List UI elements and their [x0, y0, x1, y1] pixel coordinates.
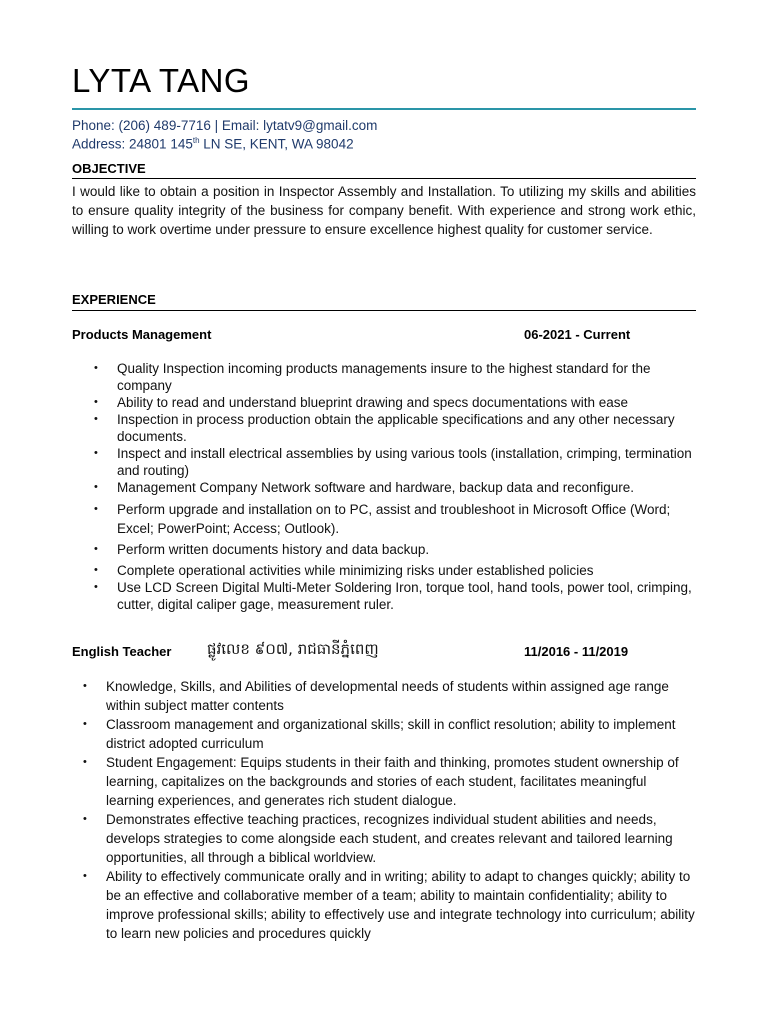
bullet-text: Use LCD Screen Digital Multi-Meter Soldering Iron, torque tool, hand tools, power tool, crimping, cutter, digital caliper gage, measurement ruler.	[117, 580, 692, 612]
list-item	[94, 394, 697, 411]
job-dates: 11/2016 - 11/2019	[524, 644, 629, 659]
bullet-text: Perform written documents history and data backup.	[117, 542, 430, 557]
experience-divider	[72, 310, 696, 311]
job-dates: 06-2021 - Current	[524, 327, 631, 342]
bullet-icon: •	[83, 870, 87, 882]
bullet-icon: •	[94, 503, 98, 515]
job-bullet-list	[83, 677, 698, 943]
bullet-text: Demonstrates effective teaching practices, recognizes individual student abilities and needs, develops strategies to come alongside each student, and creates relevant and tailored learning opportunities, all through a biblical worldview.	[106, 812, 673, 865]
bullet-icon: •	[94, 481, 98, 493]
bullet-icon: •	[83, 718, 87, 730]
bullet-text: Perform upgrade and installation on to PC, assist and troubleshoot in Microsoft Office (Word; Excel; PowerPoint; Access; Outlook).	[117, 502, 671, 536]
address-superscript: th	[192, 136, 200, 145]
list-item	[83, 753, 698, 810]
contact-address	[72, 136, 354, 152]
list-item	[94, 411, 697, 445]
objective-divider	[72, 178, 696, 179]
bullet-text: Management Company Network software and hardware, backup data and reconfigure.	[117, 480, 635, 495]
list-item	[94, 541, 697, 558]
bullet-text: Classroom management and organizational skills; skill in conflict resolution; ability to implement district adopted curriculum	[106, 717, 676, 751]
bullet-text: Ability to read and understand blueprint drawing and specs documentations with ease	[117, 395, 629, 410]
list-item	[83, 677, 698, 715]
bullet-icon: •	[94, 413, 98, 425]
list-item	[83, 810, 698, 867]
bullet-icon: •	[83, 680, 87, 692]
job-title: Products Management	[72, 327, 212, 342]
job-title: English Teacher	[72, 644, 172, 659]
list-item	[94, 445, 697, 479]
list-item	[94, 562, 697, 579]
bullet-text: Quality Inspection incoming products managements insure to the highest standard for the company	[117, 361, 651, 393]
bullet-text: Inspect and install electrical assemblies by using various tools (installation, crimping, termination and routing)	[117, 446, 692, 478]
bullet-icon: •	[83, 813, 87, 825]
bullet-text: Ability to effectively communicate orally and in writing; ability to adapt to changes quickly; ability to be an effective and collaborative member of a team; ability to maintain confidentiality; ability to improve professional skills; ability to effectively use and integrate technology into curriculum; ability to learn new policies and procedures quickly	[106, 869, 695, 941]
list-item	[94, 360, 697, 394]
bullet-icon: •	[94, 362, 98, 374]
list-item	[83, 715, 698, 753]
list-item	[94, 500, 697, 538]
bullet-icon: •	[94, 581, 98, 593]
contact-phone-email: Phone: (206) 489-7716 | Email: lytatv9@gmail.com	[72, 118, 378, 133]
experience-heading: EXPERIENCE	[72, 292, 156, 307]
bullet-icon: •	[94, 396, 98, 408]
address-prefix: Address: 24801 145	[72, 136, 193, 152]
bullet-icon: •	[94, 543, 98, 555]
address-suffix: LN SE, KENT, WA 98042	[199, 136, 354, 152]
bullet-icon: •	[94, 447, 98, 459]
candidate-name: LYTA TANG	[72, 62, 251, 99]
list-item	[83, 867, 698, 943]
bullet-text: Complete operational activities while minimizing risks under established policies	[117, 563, 594, 578]
bullet-text: Knowledge, Skills, and Abilities of developmental needs of students within assigned age range within subject matter contents	[106, 679, 669, 713]
bullet-text: Student Engagement: Equips students in their faith and thinking, promotes student ownership of learning, capitalizes on the backgrounds and stories of each student, facilitates meaningful learning experiences, and generates rich student dialogue.	[106, 755, 679, 808]
list-item	[94, 479, 697, 496]
job-bullet-list	[94, 360, 697, 613]
job-location: ផ្លូវលេខ ៩០៧, រាជធានីភ្នំពេញ	[207, 640, 379, 658]
bullet-text: Inspection in process production obtain the applicable specifications and any other necessary documents.	[117, 412, 675, 444]
objective-text: I would like to obtain a position in Inspector Assembly and Installation. To utilizing my skills and abilities to ensure quality integrity of the business for company benefit. With experience and strong work ethic, willing to work overtime under pressure to ensure excellence highest quality for customer service.	[72, 184, 696, 237]
bullet-icon: •	[94, 564, 98, 576]
bullet-icon: •	[83, 756, 87, 768]
objective-heading: OBJECTIVE	[72, 161, 146, 176]
list-item	[94, 579, 697, 613]
name-divider	[72, 108, 696, 110]
